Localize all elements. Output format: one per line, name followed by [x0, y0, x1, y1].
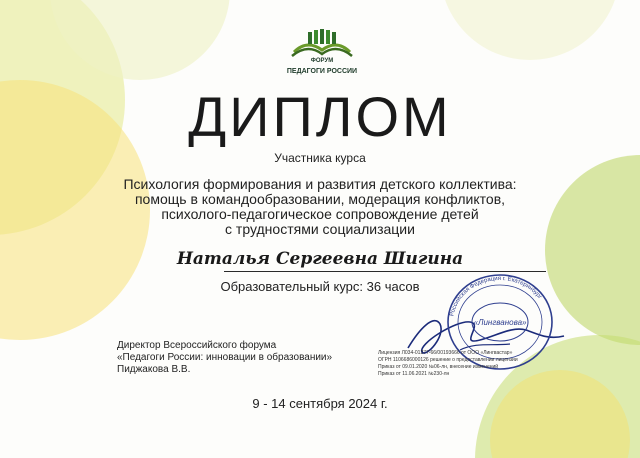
license-line: Лицензия Л034-01277-66/00193666 от ООО «Лингвастар» — [378, 350, 513, 356]
course-line: Психология формирования и развития детского коллектива: — [123, 176, 517, 192]
director-line: «Педагоги России: инновации в образовании» — [117, 352, 333, 363]
license-line: Приказ от 09.01.2020 №06-лн, внесение изменений — [378, 364, 499, 370]
course-line: помощь в командообразовании, модерация конфликтов, — [134, 191, 506, 207]
book-icon — [282, 28, 362, 58]
forum-logo — [282, 28, 362, 80]
director-name: Пиджакова В.В. — [117, 364, 191, 375]
participant-name: Наталья Сергеевна Шигина — [176, 249, 464, 269]
stamp-center-text: «Лингванова» — [473, 318, 527, 327]
director-line: Директор Всероссийского форума — [117, 340, 277, 351]
course-line: психолого-педагогическое сопровождение детей — [161, 206, 479, 222]
course-line: с трудностями социализации — [225, 221, 415, 237]
diploma-title: ДИПЛОМ — [188, 85, 452, 148]
stamp-ring-text: Российская Федерация г. Екатеринбург — [449, 275, 543, 317]
course-hours: Образовательный курс: 36 часов — [220, 279, 420, 294]
diploma-subtitle: Участника курса — [274, 151, 366, 165]
license-line: Приказ от 11.06.2021 №230-лн — [378, 371, 450, 377]
course-title — [0, 177, 640, 237]
license-info — [378, 350, 518, 378]
director-block — [117, 340, 332, 376]
logo-subtitle: ПЕДАГОГИ РОССИИ — [286, 68, 358, 75]
course-dates: 9 - 14 сентября 2024 г. — [252, 396, 388, 411]
logo-title: ФОРУМ — [310, 58, 334, 64]
license-line: ОГРН 1106686000126 решение о предоставлении лицензии — [378, 357, 518, 363]
deco-circle-top-right — [440, 0, 620, 60]
